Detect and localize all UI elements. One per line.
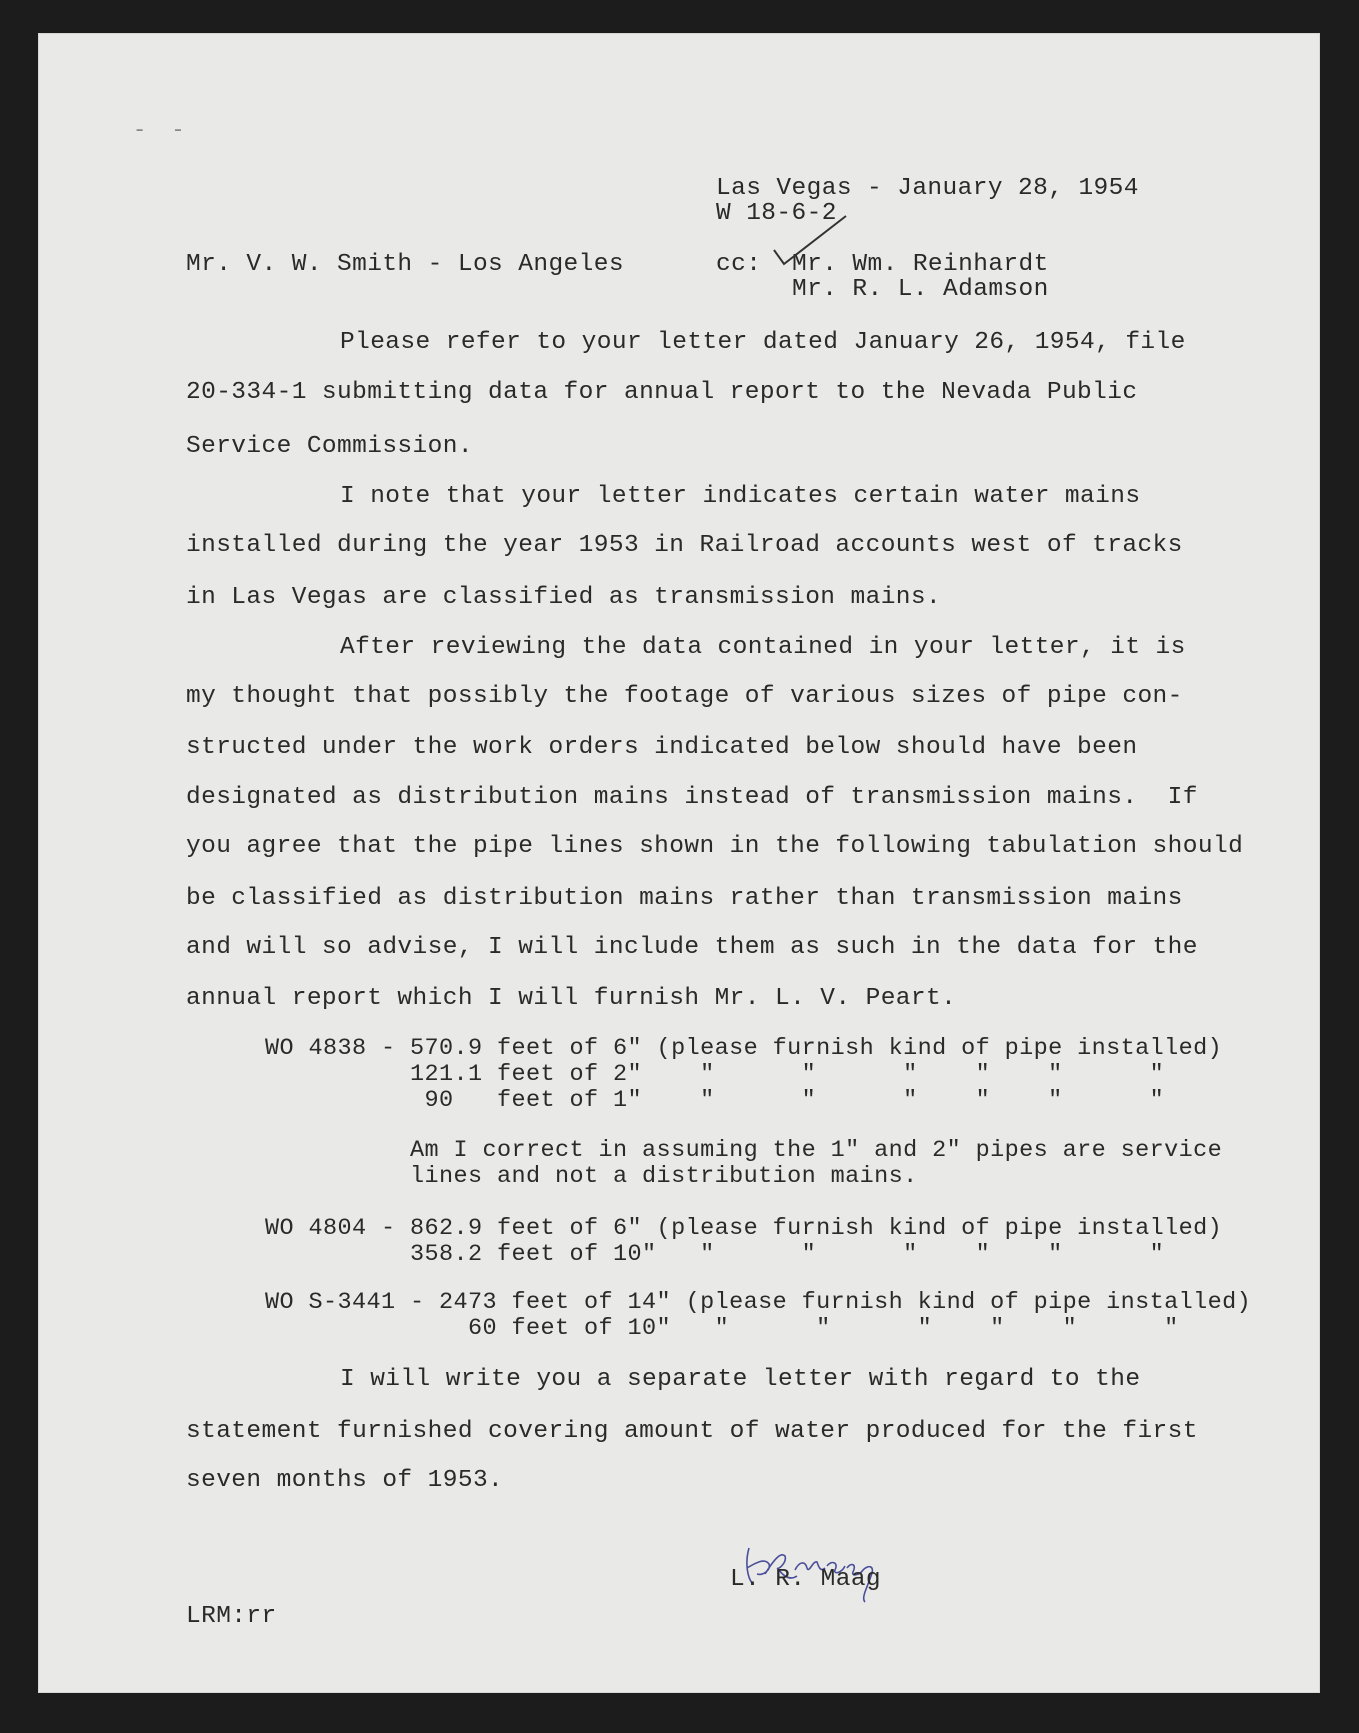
- file-reference: W 18-6-2: [716, 200, 837, 227]
- work-order-line: WO S-3441 - 2473 feet of 14" (please furnish kind of pipe installed): [265, 1289, 1252, 1316]
- handwritten-signature: [735, 1518, 915, 1608]
- work-order-line: Am I correct in assuming the 1" and 2" pipes are service: [265, 1137, 1223, 1164]
- corner-mark: - -: [133, 118, 191, 143]
- closing-line: seven months of 1953.: [186, 1467, 504, 1494]
- closing-line: statement furnished covering amount of water produced for the first: [186, 1418, 1198, 1445]
- closing-line: I will write you a separate letter with regard to the: [340, 1366, 1141, 1393]
- work-order-line: 121.1 feet of 2" " " " " " ": [265, 1061, 1165, 1088]
- body-line: Service Commission.: [186, 433, 473, 460]
- body-line: you agree that the pipe lines shown in the following tabulation should: [186, 833, 1244, 860]
- addressee: Mr. V. W. Smith - Los Angeles: [186, 251, 624, 278]
- body-line: structed under the work orders indicated below should have been: [186, 734, 1138, 761]
- body-line: I note that your letter indicates certain water mains: [340, 483, 1141, 510]
- cc-recipient-1: Mr. Wm. Reinhardt: [792, 251, 1049, 278]
- work-order-line: WO 4804 - 862.9 feet of 6" (please furnish kind of pipe installed): [265, 1215, 1223, 1242]
- cc-recipient-2: Mr. R. L. Adamson: [792, 276, 1049, 303]
- body-line: installed during the year 1953 in Railroad accounts west of tracks: [186, 532, 1183, 559]
- body-line: annual report which I will furnish Mr. L. V. Peart.: [186, 985, 957, 1012]
- work-order-line: 60 feet of 10" " " " " " ": [265, 1315, 1179, 1342]
- place-date: Las Vegas - January 28, 1954: [716, 175, 1139, 202]
- body-line: my thought that possibly the footage of various sizes of pipe con-: [186, 683, 1183, 710]
- work-order-line: 90 feet of 1" " " " " " ": [265, 1087, 1165, 1114]
- cc-label: cc:: [716, 251, 762, 278]
- work-order-line: 358.2 feet of 10" " " " " " ": [265, 1241, 1165, 1268]
- work-order-line: lines and not a distribution mains.: [265, 1163, 918, 1190]
- check-mark-icon: [770, 212, 850, 268]
- body-line: After reviewing the data contained in your letter, it is: [340, 634, 1186, 661]
- typist-initials: LRM:rr: [186, 1603, 277, 1630]
- body-line: 20-334-1 submitting data for annual report to the Nevada Public: [186, 379, 1138, 406]
- body-line: in Las Vegas are classified as transmission mains.: [186, 584, 942, 611]
- body-line: and will so advise, I will include them as such in the data for the: [186, 934, 1198, 961]
- body-line: designated as distribution mains instead of transmission mains. If: [186, 784, 1198, 811]
- body-line: be classified as distribution mains rather than transmission mains: [186, 885, 1183, 912]
- typed-signature: L. R. Maag: [730, 1566, 882, 1593]
- work-order-line: WO 4838 - 570.9 feet of 6" (please furnish kind of pipe installed): [265, 1035, 1223, 1062]
- body-line: Please refer to your letter dated January 26, 1954, file: [340, 329, 1186, 356]
